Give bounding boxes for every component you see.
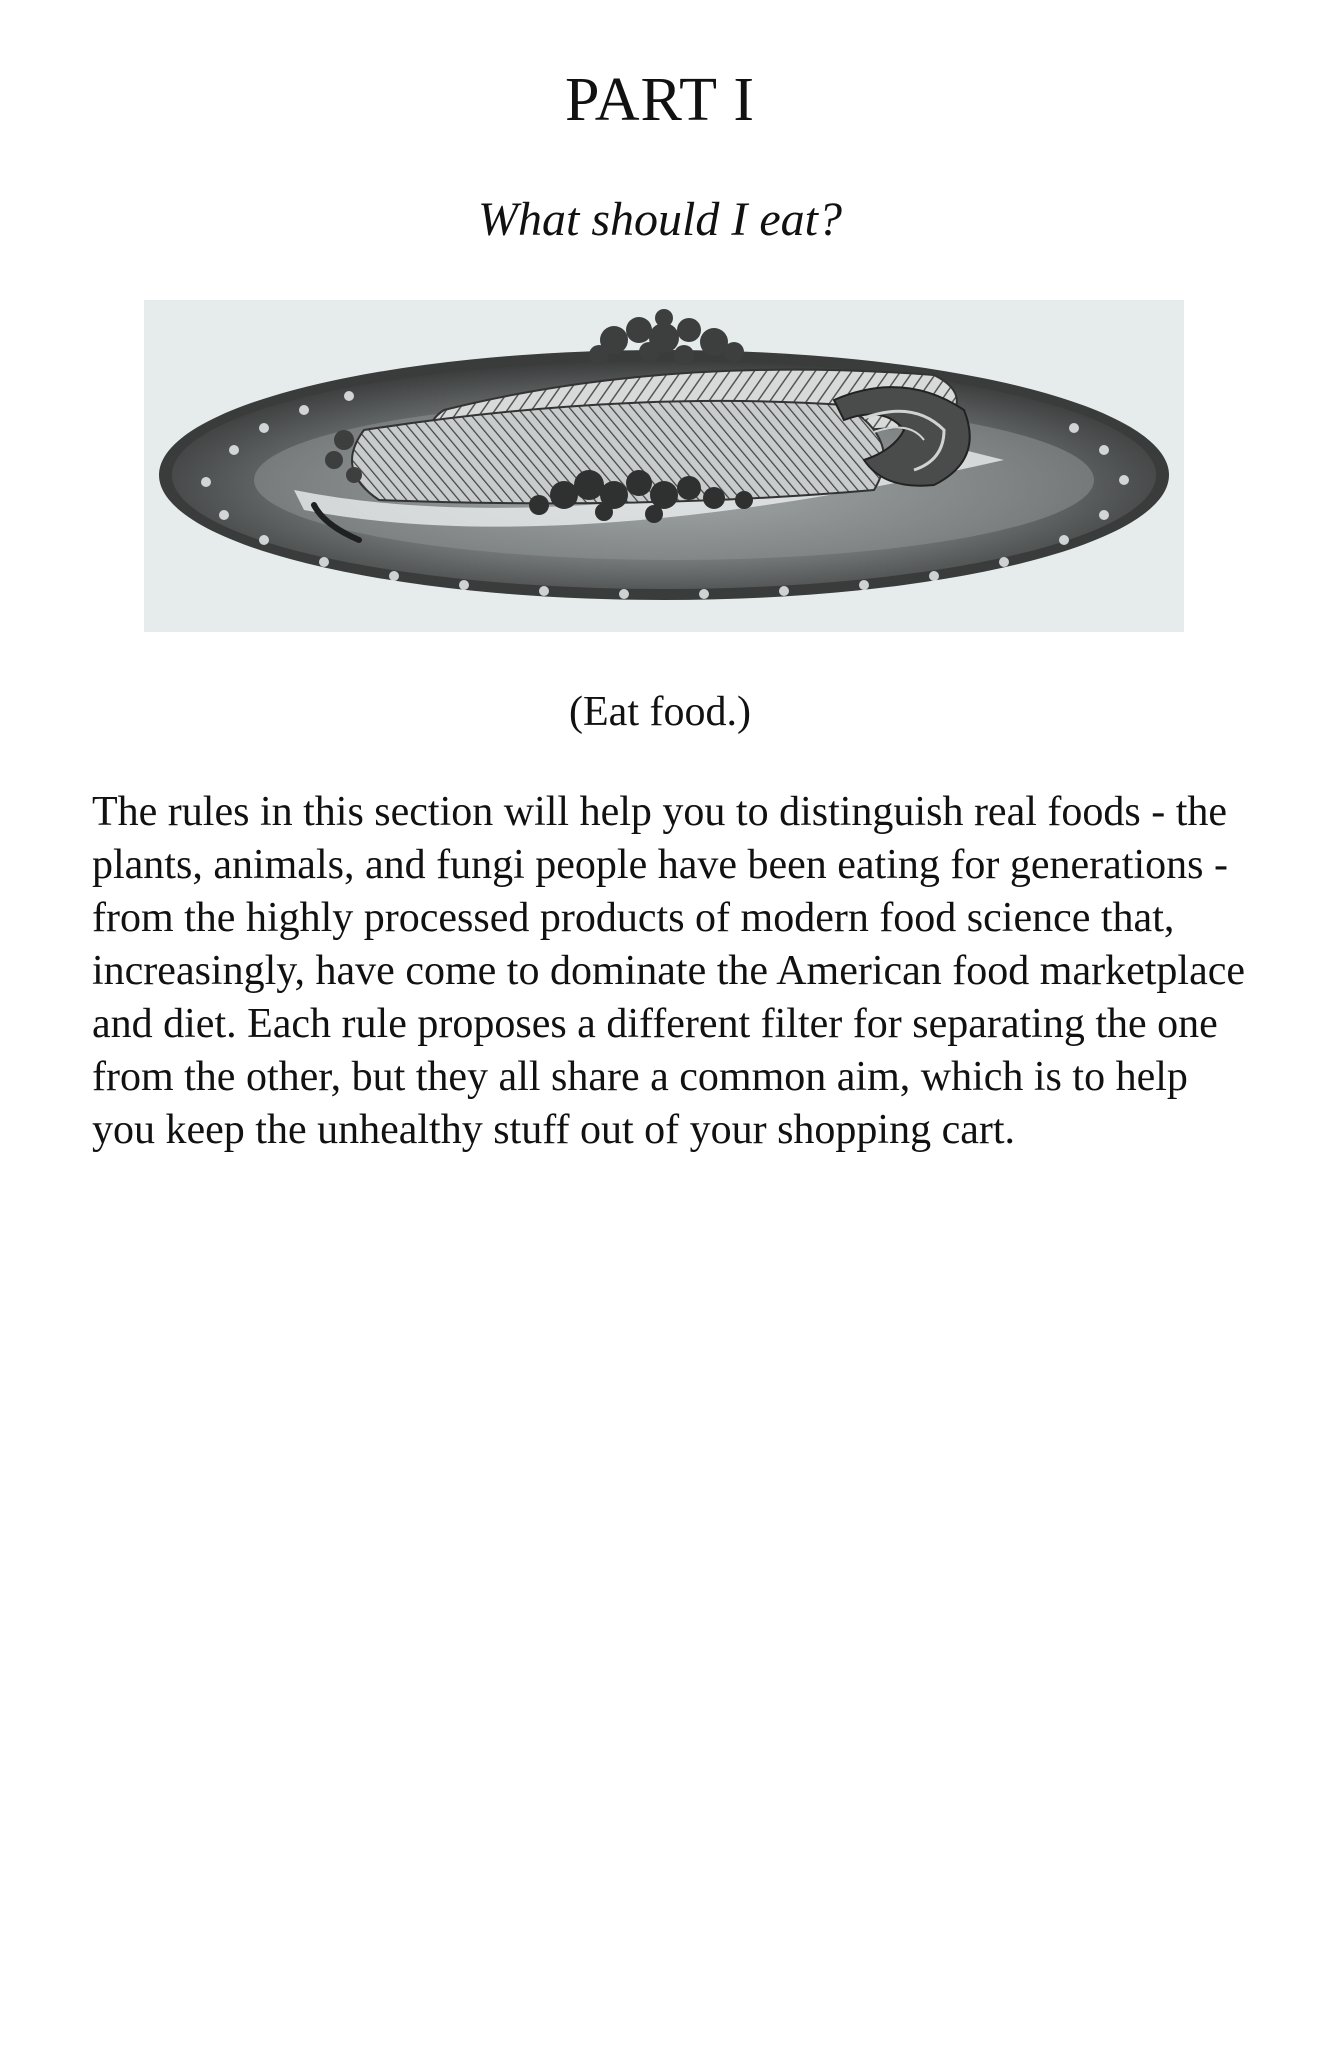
platter-illustration <box>144 300 1184 632</box>
part-title: PART I <box>564 66 756 134</box>
caption: (Eat food.) <box>569 689 751 735</box>
body-paragraph: The rules in this section will help you to distinguish real foods - the plants, animals, and fungi people have been eating for generations - from the highly processed products of modern food science that, increasingly, have come to dominate the American food marketplace and diet. Each rule proposes a different filter for separating the one from the other, but they all share a common aim, which is to help you keep the unhealthy stuff out of your shopping cart. <box>92 789 1245 1153</box>
part-subtitle: What should I eat? <box>478 193 842 246</box>
fish-platter-engraving-icon <box>144 300 1184 632</box>
